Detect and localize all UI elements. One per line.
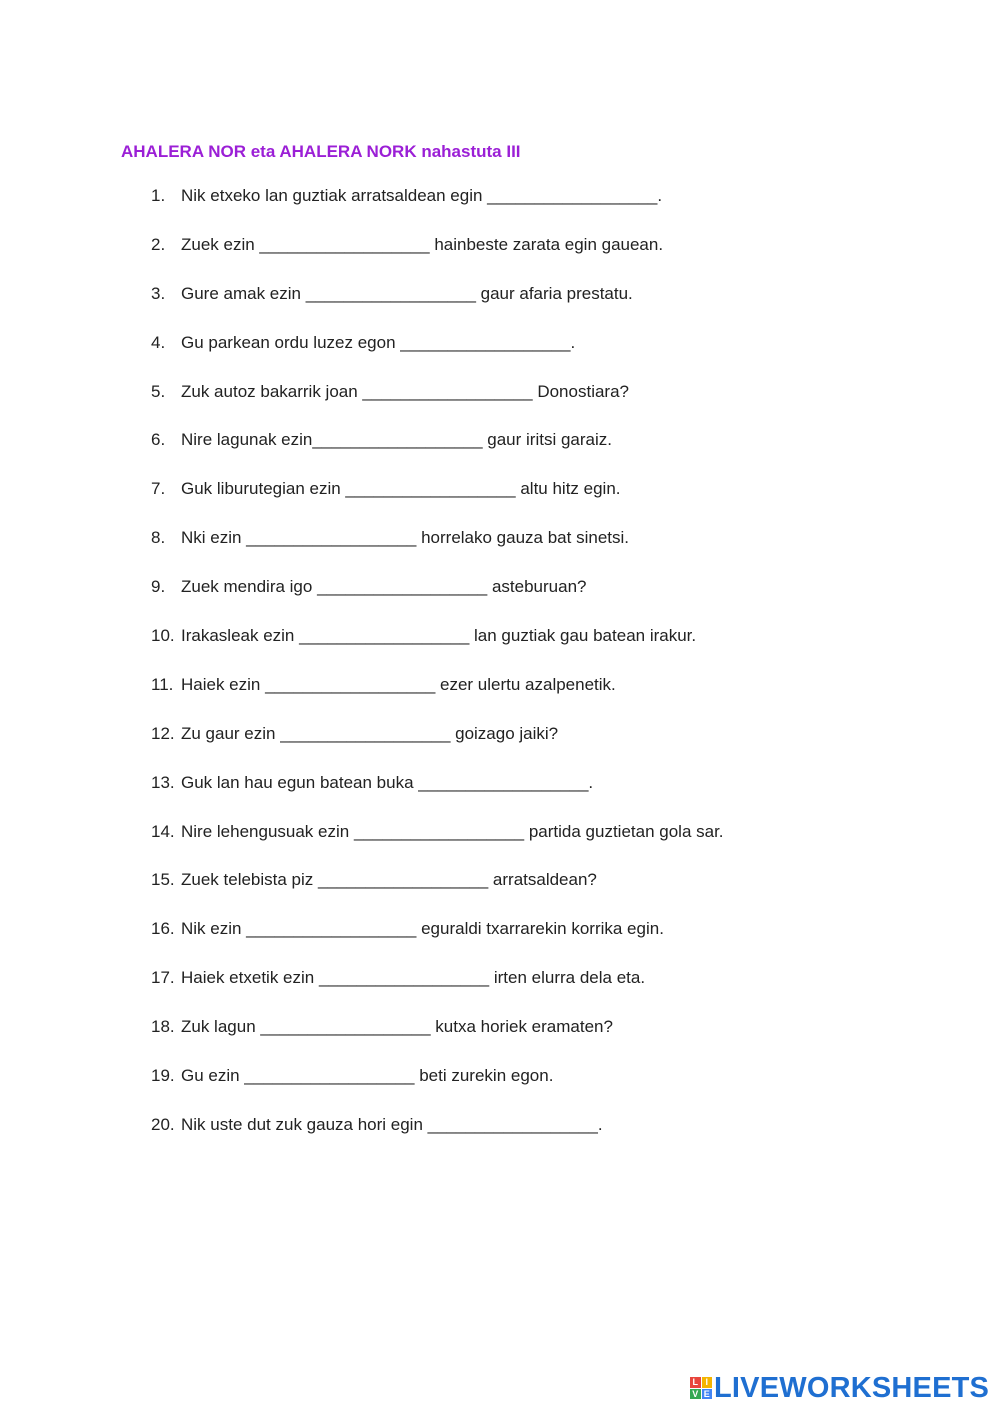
liveworksheets-logo[interactable] — [690, 1372, 989, 1404]
exercise-item — [151, 185, 911, 234]
exercise-item — [151, 1065, 911, 1114]
exercise-number: 13. — [151, 772, 175, 792]
exercise-number: 8. — [151, 528, 166, 548]
exercise-text: Zuek mendira igo __________________ asteburuan? — [181, 577, 587, 597]
logo-tile: V — [690, 1389, 701, 1400]
exercise-text: Gu ezin __________________ beti zurekin egon. — [181, 1066, 554, 1086]
exercise-item — [151, 527, 911, 576]
exercise-text: Nik ezin __________________ eguraldi txarrarekin korrika egin. — [181, 919, 664, 939]
exercise-text: Nire lehengusuak ezin __________________ partida guztietan gola sar. — [181, 821, 724, 841]
exercise-number: 4. — [151, 332, 166, 352]
exercise-item — [151, 723, 911, 772]
exercise-number: 15. — [151, 870, 175, 890]
exercise-number: 3. — [151, 283, 166, 303]
exercise-list — [151, 185, 911, 1163]
exercise-text: Zu gaur ezin __________________ goizago jaiki? — [181, 723, 559, 743]
exercise-text: Gu parkean ordu luzez egon __________________. — [181, 332, 576, 352]
exercise-text: Haiek ezin __________________ ezer ulertu azalpenetik. — [181, 674, 616, 694]
logo-tile: E — [702, 1389, 713, 1400]
exercise-item — [151, 1016, 911, 1065]
exercise-number: 9. — [151, 577, 166, 597]
exercise-number: 2. — [151, 234, 166, 254]
exercise-item — [151, 576, 911, 625]
exercise-item — [151, 234, 911, 283]
exercise-number: 16. — [151, 919, 175, 939]
worksheet-title: AHALERA NOR eta AHALERA NORK nahastuta III — [121, 142, 521, 161]
exercise-text: Haiek etxetik ezin __________________ irten elurra dela eta. — [181, 968, 646, 988]
exercise-item — [151, 869, 911, 918]
exercise-text: Irakasleak ezin __________________ lan guztiak gau batean irakur. — [181, 626, 697, 646]
logo-text: LIVEWORKSHEETS — [714, 1371, 990, 1404]
exercise-text: Zuek telebista piz __________________ arratsaldean? — [181, 870, 597, 890]
exercise-item — [151, 283, 911, 332]
exercise-text: Zuk lagun __________________ kutxa horiek eramaten? — [181, 1017, 613, 1037]
exercise-text: Gure amak ezin __________________ gaur afaria prestatu. — [181, 283, 633, 303]
exercise-item — [151, 625, 911, 674]
exercise-item — [151, 967, 911, 1016]
exercise-text: Nki ezin __________________ horrelako gauza bat sinetsi. — [181, 528, 629, 548]
exercise-number: 17. — [151, 968, 175, 988]
exercise-item — [151, 918, 911, 967]
exercise-item — [151, 332, 911, 381]
exercise-number: 6. — [151, 430, 166, 450]
exercise-number: 18. — [151, 1017, 175, 1037]
exercise-number: 11. — [151, 674, 174, 694]
exercise-text: Zuek ezin __________________ hainbeste zarata egin gauean. — [181, 234, 664, 254]
exercise-text: Guk liburutegian ezin __________________ altu hitz egin. — [181, 479, 621, 499]
liveworksheets-logo-icon — [690, 1377, 712, 1399]
exercise-item — [151, 772, 911, 821]
exercise-item — [151, 1114, 911, 1163]
exercise-item — [151, 674, 911, 723]
exercise-text: Nik etxeko lan guztiak arratsaldean egin __________________. — [181, 186, 663, 205]
exercise-number: 12. — [151, 723, 175, 743]
exercise-text: Guk lan hau egun batean buka __________________. — [181, 772, 594, 792]
exercise-text: Nire lagunak ezin__________________ gaur iritsi garaiz. — [181, 430, 612, 450]
exercise-item — [151, 381, 911, 430]
exercise-number: 10. — [151, 626, 175, 646]
exercise-number: 5. — [151, 381, 166, 401]
exercise-number: 1. — [151, 186, 166, 205]
exercise-text: Nik uste dut zuk gauza hori egin __________________. — [181, 1114, 603, 1134]
exercise-number: 19. — [151, 1066, 175, 1086]
exercise-number: 14. — [151, 821, 175, 841]
exercise-item — [151, 429, 911, 478]
exercise-number: 20. — [151, 1114, 175, 1134]
exercise-number: 7. — [151, 479, 166, 499]
logo-tile: I — [702, 1377, 713, 1388]
exercise-item — [151, 478, 911, 527]
exercise-item — [151, 821, 911, 870]
logo-tile: L — [690, 1377, 701, 1388]
exercise-text: Zuk autoz bakarrik joan __________________ Donostiara? — [181, 381, 629, 401]
